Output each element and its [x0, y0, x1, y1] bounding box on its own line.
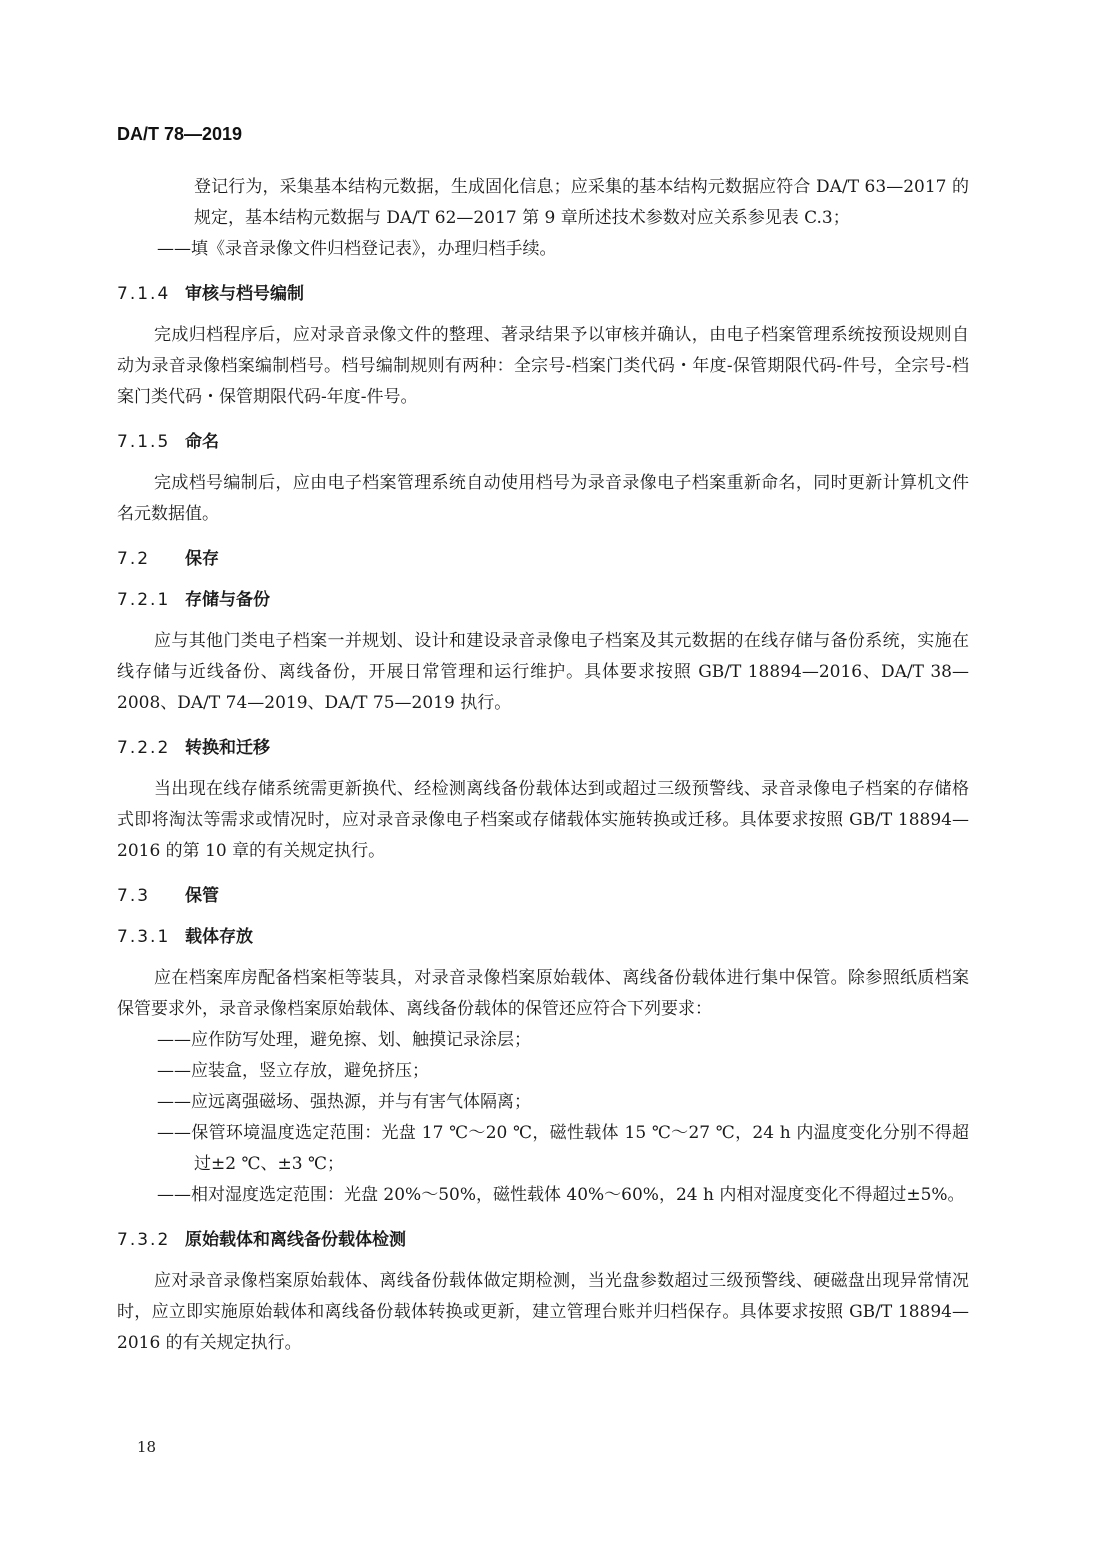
section-title: 保存: [185, 549, 219, 569]
section-number: 7.1.5: [117, 432, 171, 452]
section-body-7-3-1: 应在档案库房配备档案柜等装具，对录音录像档案原始载体、离线备份载体进行集中保管。除参照纸质档案保管要求外，录音录像档案原始载体、离线备份载体的保管还应符合下列要求：: [117, 968, 969, 1019]
list-item: ——保管环境温度选定范围：光盘 17 ℃～20 ℃，磁性载体 15 ℃～27 ℃，24 h 内温度变化分别不得超过±2 ℃、±3 ℃；: [157, 1123, 969, 1174]
list-item: ——应远离强磁场、强热源，并与有害气体隔离；: [157, 1092, 531, 1112]
section-title: 命名: [185, 432, 219, 452]
section-heading-7-3-1: [117, 925, 969, 949]
section-heading-7-1-5: [117, 430, 969, 454]
section-body-7-3-2: 应对录音录像档案原始载体、离线备份载体做定期检测，当光盘参数超过三级预警线、硬磁盘出现异常情况时，应立即实施原始载体和离线备份载体转换或更新，建立管理台账并归档保存。具体要求按照 GB/T 18894—2016 的有关规定执行。: [117, 1271, 969, 1353]
section-title: 审核与档号编制: [185, 284, 304, 304]
section-number: 7.3.2: [117, 1230, 171, 1250]
section-heading-7-3-2: [117, 1228, 969, 1252]
section-title: 转换和迁移: [185, 738, 270, 758]
section-number: 7.3: [117, 886, 151, 906]
section-body-7-2-1: 应与其他门类电子档案一并规划、设计和建设录音录像电子档案及其元数据的在线存储与备份系统，实施在线存储与近线备份、离线备份，开展日常管理和运行维护。具体要求按照 GB/T 18894—2016、DA/T 38—2008、DA/T 74—2019、DA/T 75—2019 执行。: [117, 631, 969, 713]
section-number: 7.3.1: [117, 927, 171, 947]
section-number: 7.2.1: [117, 590, 171, 610]
section-heading-7-3: [117, 884, 969, 908]
section-heading-7-2-2: [117, 736, 969, 760]
list-item: ——相对湿度选定范围：光盘 20%～50%，磁性载体 40%～60%，24 h 内相对湿度变化不得超过±5%。: [157, 1185, 965, 1205]
section-title: 保管: [185, 886, 219, 906]
section-body-7-2-2: 当出现在线存储系统需更新换代、经检测离线备份载体达到或超过三级预警线、录音录像电子档案的存储格式即将淘汰等需求或情况时，应对录音录像电子档案或存储载体实施转换或迁移。具体要求按照 GB/T 18894—2016 的第 10 章的有关规定执行。: [117, 779, 969, 861]
continuation-paragraph: 登记行为，采集基本结构元数据，生成固化信息；应采集的基本结构元数据应符合 DA/T 63—2017 的规定，基本结构元数据与 DA/T 62—2017 第 9 章所述技术参数对应关系参见表 C.3；: [194, 177, 969, 228]
list-item: ——填《录音录像文件归档登记表》，办理归档手续。: [157, 239, 557, 259]
page-number: 18: [137, 1438, 157, 1456]
list-item: ——应装盒，竖立存放，避免挤压；: [157, 1061, 429, 1081]
section-heading-7-2: [117, 547, 969, 571]
list-item: ——应作防写处理，避免擦、划、触摸记录涂层；: [157, 1030, 531, 1050]
document-id-header: DA/T 78—2019: [117, 124, 243, 144]
section-heading-7-2-1: [117, 588, 969, 612]
section-body-7-1-5: 完成档号编制后，应由电子档案管理系统自动使用档号为录音录像电子档案重新命名，同时更新计算机文件名元数据值。: [117, 473, 969, 524]
section-number: 7.2: [117, 549, 151, 569]
section-title: 载体存放: [185, 927, 253, 947]
section-number: 7.1.4: [117, 284, 171, 304]
section-body-7-1-4: 完成归档程序后，应对录音录像文件的整理、著录结果予以审核并确认，由电子档案管理系统按预设规则自动为录音录像档案编制档号。档号编制规则有两种：全宗号-档案门类代码・年度-保管期限代码-件号，全宗号-档案门类代码・保管期限代码-年度-件号。: [117, 325, 969, 407]
section-title: 存储与备份: [185, 590, 270, 610]
page-content: [117, 172, 969, 1359]
section-number: 7.2.2: [117, 738, 171, 758]
section-heading-7-1-4: [117, 282, 969, 306]
section-title: 原始载体和离线备份载体检测: [185, 1230, 406, 1250]
